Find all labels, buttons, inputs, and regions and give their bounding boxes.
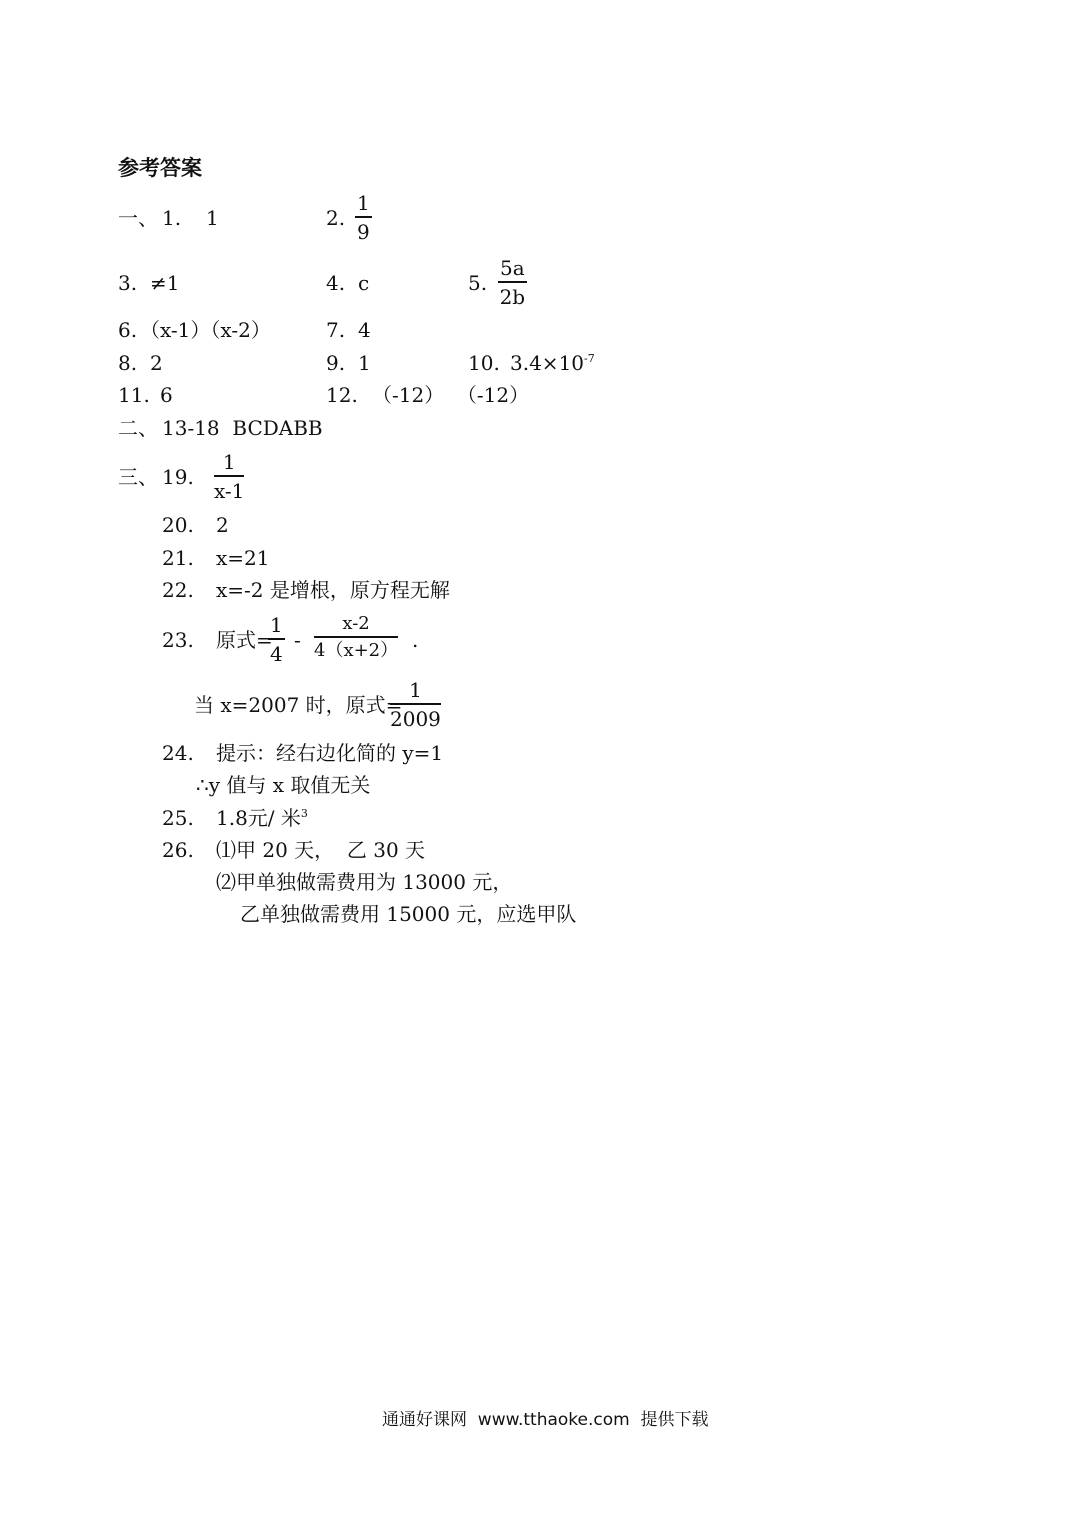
q21-answer: x=21 bbox=[216, 546, 270, 570]
q26-line2: ⑵甲单独做需费用为 13000 元， bbox=[216, 870, 513, 894]
q25-exponent: 3 bbox=[300, 807, 308, 820]
q25-base: 1.8元/ 米 bbox=[216, 806, 301, 830]
q24-line1: 提示：经右边化简的 y=1 bbox=[216, 741, 444, 765]
q19-fraction bbox=[214, 452, 244, 501]
section3-label: 三、 bbox=[118, 465, 158, 489]
q21-number: 21. bbox=[162, 546, 194, 570]
q5-number: 5. bbox=[468, 271, 488, 295]
q7-answer: 4 bbox=[358, 318, 371, 342]
section2-label: 二、 bbox=[118, 416, 158, 440]
q7-number: 7. bbox=[326, 318, 346, 342]
q8-number: 8. bbox=[118, 351, 138, 375]
q12-answer: （-12） （-12） bbox=[372, 383, 530, 407]
q1-answer: 1 bbox=[206, 206, 219, 230]
q26-line1: ⑴甲 20 天， 乙 30 天 bbox=[216, 838, 426, 862]
q23-f2-denominator: 4（x+2） bbox=[314, 640, 399, 661]
q23-fraction-1 bbox=[268, 615, 285, 664]
q20-number: 20. bbox=[162, 513, 194, 537]
q2-fraction bbox=[355, 193, 372, 242]
q23-f3-numerator: 1 bbox=[390, 680, 441, 705]
q11-number: 11. bbox=[118, 383, 150, 407]
q12-number: 12. bbox=[326, 383, 358, 407]
q23-f1-denominator: 4 bbox=[270, 642, 283, 666]
q2-number: 2. bbox=[326, 206, 346, 230]
q19-denominator: x-1 bbox=[214, 479, 245, 503]
section1-label: 一、 bbox=[118, 206, 158, 230]
q23-fraction-2 bbox=[314, 615, 398, 660]
q19-number: 19. bbox=[162, 465, 194, 489]
page-title: 参考答案 bbox=[118, 155, 202, 180]
q19-numerator: 1 bbox=[214, 452, 244, 477]
q2-numerator: 1 bbox=[355, 193, 372, 218]
q4-number: 4. bbox=[326, 271, 346, 295]
q23-f3-denominator: 2009 bbox=[390, 707, 441, 731]
q6-number: 6. bbox=[118, 318, 138, 342]
q26-number: 26. bbox=[162, 838, 194, 862]
q2-denominator: 9 bbox=[357, 220, 370, 244]
q1-number: 1. bbox=[162, 206, 182, 230]
page-footer: 通通好课网 www.tthaoke.com 提供下载 bbox=[382, 1410, 709, 1430]
q9-answer: 1 bbox=[358, 351, 371, 375]
q5-fraction bbox=[498, 258, 527, 307]
q23-f1-numerator: 1 bbox=[268, 615, 285, 640]
q3-answer: ≠1 bbox=[150, 271, 180, 295]
q20-answer: 2 bbox=[216, 513, 229, 537]
q10-number: 10. bbox=[468, 351, 500, 375]
q25-answer bbox=[216, 808, 308, 828]
q3-number: 3. bbox=[118, 271, 138, 295]
q4-answer: c bbox=[358, 271, 370, 295]
q22-answer: x=-2 是增根，原方程无解 bbox=[216, 578, 450, 602]
q23-f2-numerator: x-2 bbox=[314, 615, 398, 638]
q26-line3: 乙单独做需费用 15000 元，应选甲队 bbox=[240, 902, 577, 926]
q23-period: . bbox=[412, 628, 419, 652]
q10-exponent: -7 bbox=[584, 352, 595, 365]
q8-answer: 2 bbox=[150, 351, 163, 375]
q5-numerator: 5a bbox=[498, 258, 527, 283]
q24-number: 24. bbox=[162, 741, 194, 765]
q24-line2: ∴y 值与 x 取值无关 bbox=[196, 773, 371, 797]
q23-number: 23. bbox=[162, 628, 194, 652]
q22-number: 22. bbox=[162, 578, 194, 602]
q9-number: 9. bbox=[326, 351, 346, 375]
q23-prefix: 原式= bbox=[216, 628, 273, 652]
q23-line2-prefix: 当 x=2007 时，原式= bbox=[194, 693, 403, 717]
q10-base: 3.4×10 bbox=[510, 351, 585, 375]
q25-number: 25. bbox=[162, 806, 194, 830]
q23-minus: - bbox=[294, 628, 301, 652]
q11-answer: 6 bbox=[160, 383, 173, 407]
q6-answer: （x-1）（x-2） bbox=[140, 318, 271, 342]
section2-answers: 13-18 BCDABB bbox=[162, 416, 323, 440]
q23-fraction-3 bbox=[390, 680, 441, 729]
q5-denominator: 2b bbox=[499, 285, 526, 309]
q10-answer bbox=[510, 353, 595, 373]
